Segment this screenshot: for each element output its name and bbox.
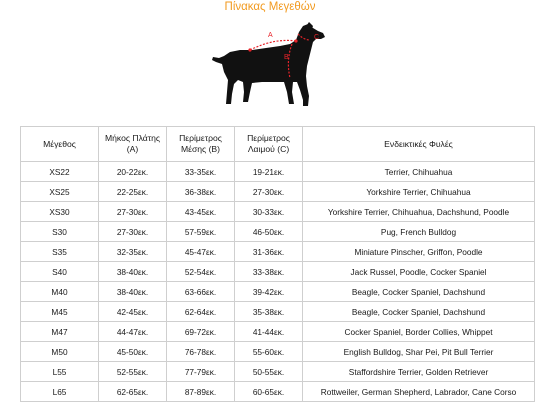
cell-waist: 76-78εκ. [167,342,235,362]
cell-waist: 62-64εκ. [167,302,235,322]
cell-neck: 33-38εκ. [235,262,303,282]
cell-breeds: Miniature Pinscher, Griffon, Poodle [303,242,535,262]
cell-size: M47 [21,322,99,342]
cell-neck: 41-44εκ. [235,322,303,342]
table-row [21,222,535,242]
header-size: Μέγεθος [21,127,99,162]
cell-back-length: 38-40εκ. [99,282,167,302]
cell-neck: 27-30εκ. [235,182,303,202]
cell-size: M45 [21,302,99,322]
cell-neck: 31-36εκ. [235,242,303,262]
cell-breeds: Jack Russel, Poodle, Cocker Spaniel [303,262,535,282]
cell-neck: 39-42εκ. [235,282,303,302]
cell-back-length: 52-55εκ. [99,362,167,382]
label-a: A [268,32,273,39]
table-row [21,382,535,402]
cell-breeds: English Bulldog, Shar Pei, Pit Bull Terrier [303,342,535,362]
cell-back-length: 32-35εκ. [99,242,167,262]
header-waist: Περίμετρος Μέσης (B) [167,127,235,162]
table-row [21,342,535,362]
cell-neck: 30-33εκ. [235,202,303,222]
cell-back-length: 27-30εκ. [99,202,167,222]
cell-size: S35 [21,242,99,262]
cell-back-length: 20-22εκ. [99,162,167,182]
cell-waist: 33-35εκ. [167,162,235,182]
cell-breeds: Cocker Spaniel, Border Collies, Whippet [303,322,535,342]
cell-breeds: Yorkshire Terrier, Chihuahua [303,182,535,202]
table-row [21,262,535,282]
cell-waist: 45-47εκ. [167,242,235,262]
cell-waist: 63-66εκ. [167,282,235,302]
cell-waist: 36-38εκ. [167,182,235,202]
cell-waist: 77-79εκ. [167,362,235,382]
cell-waist: 52-54εκ. [167,262,235,282]
cell-breeds: Rottweiler, German Shepherd, Labrador, Cane Corso [303,382,535,402]
cell-back-length: 38-40εκ. [99,262,167,282]
cell-size: M40 [21,282,99,302]
cell-neck: 35-38εκ. [235,302,303,322]
cell-back-length: 22-25εκ. [99,182,167,202]
cell-neck: 19-21εκ. [235,162,303,182]
cell-back-length: 42-45εκ. [99,302,167,322]
table-row [21,202,535,222]
table-row [21,182,535,202]
cell-breeds: Beagle, Cocker Spaniel, Dachshund [303,282,535,302]
size-table [20,126,535,402]
cell-back-length: 27-30εκ. [99,222,167,242]
cell-breeds: Yorkshire Terrier, Chihuahua, Dachshund, Poodle [303,202,535,222]
cell-size: XS22 [21,162,99,182]
cell-size: S30 [21,222,99,242]
cell-back-length: 62-65εκ. [99,382,167,402]
cell-size: L55 [21,362,99,382]
cell-size: M50 [21,342,99,362]
cell-back-length: 45-50εκ. [99,342,167,362]
cell-size: XS30 [21,202,99,222]
page-title: Πίνακας Μεγεθών [224,1,316,13]
table-row [21,242,535,262]
cell-breeds: Pug, French Bulldog [303,222,535,242]
cell-size: S40 [21,262,99,282]
table-row [21,162,535,182]
cell-waist: 57-59εκ. [167,222,235,242]
header-neck: Περίμετρος Λαιμού (C) [235,127,303,162]
cell-neck: 60-65εκ. [235,382,303,402]
table-row [21,322,535,342]
cell-breeds: Staffordshire Terrier, Golden Retriever [303,362,535,382]
cell-size: L65 [21,382,99,402]
header-breeds: Ενδεικτικές Φυλές [303,127,535,162]
cell-breeds: Beagle, Cocker Spaniel, Dachshund [303,302,535,322]
cell-size: XS25 [21,182,99,202]
label-b: B [284,54,289,61]
table-header-row [21,127,535,162]
table-row [21,362,535,382]
cell-back-length: 44-47εκ. [99,322,167,342]
table-row [21,302,535,322]
cell-neck: 55-60εκ. [235,342,303,362]
label-c: C [314,34,320,41]
cell-waist: 43-45εκ. [167,202,235,222]
cell-neck: 50-55εκ. [235,362,303,382]
header-back-length: Μήκος Πλάτης (A) [99,127,167,162]
table-row [21,282,535,302]
cell-neck: 46-50εκ. [235,222,303,242]
dog-measurement-diagram [210,20,330,122]
cell-breeds: Terrier, Chihuahua [303,162,535,182]
cell-waist: 87-89εκ. [167,382,235,402]
cell-waist: 69-72εκ. [167,322,235,342]
